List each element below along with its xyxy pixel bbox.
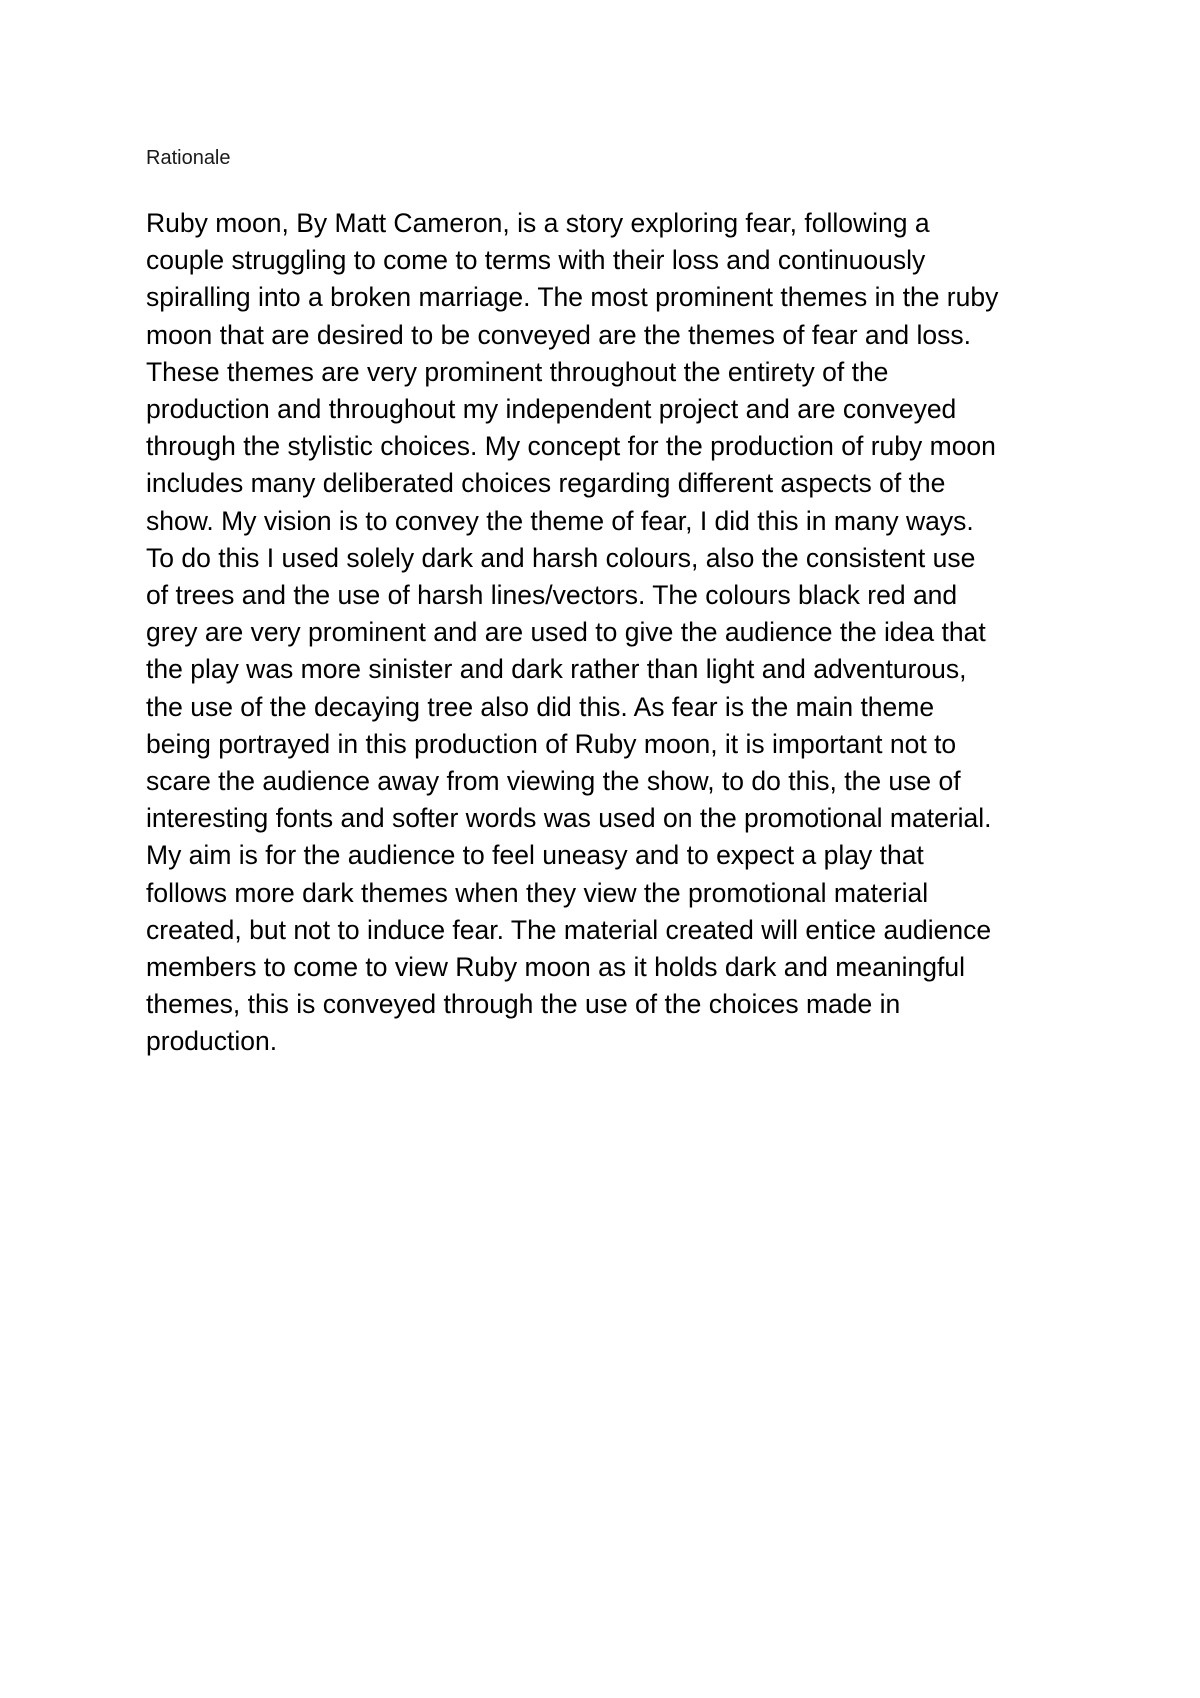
paragraph-line: themes, this is conveyed through the use of the choices made in xyxy=(146,989,901,1020)
paragraph-line: couple struggling to come to terms with their loss and continuously xyxy=(146,245,926,276)
paragraph-line: being portrayed in this production of Ruby moon, it is important not to xyxy=(146,728,957,759)
paragraph-line: of trees and the use of harsh lines/vectors. The colours black red and xyxy=(146,580,958,611)
paragraph-line: spiralling into a broken marriage. The most prominent themes in the ruby xyxy=(146,282,999,313)
paragraph-line: grey are very prominent and are used to give the audience the idea that xyxy=(146,617,986,648)
paragraph-line: created, but not to induce fear. The material created will entice audience xyxy=(146,914,992,945)
paragraph-line: production. xyxy=(146,1026,278,1057)
paragraph-line: the use of the decaying tree also did this. As fear is the main theme xyxy=(146,691,935,722)
paragraph-line: To do this I used solely dark and harsh colours, also the consistent use xyxy=(146,542,976,573)
paragraph-line: members to come to view Ruby moon as it holds dark and meaningful xyxy=(146,952,965,983)
paragraph-line: Ruby moon, By Matt Cameron, is a story exploring fear, following a xyxy=(146,208,930,238)
paragraph-line: show. My vision is to convey the theme of fear, I did this in many ways. xyxy=(146,505,974,536)
paragraph-line: follows more dark themes when they view the promotional material xyxy=(146,877,929,908)
paragraph-line: through the stylistic choices. My concept for the production of ruby moon xyxy=(146,431,996,462)
paragraph-line: production and throughout my independent project and are conveyed xyxy=(146,394,957,425)
paragraph-line: the play was more sinister and dark rather than light and adventurous, xyxy=(146,654,967,685)
paragraph-line: includes many deliberated choices regarding different aspects of the xyxy=(146,468,946,499)
paragraph-line: interesting fonts and softer words was used on the promotional material. xyxy=(146,803,992,834)
paragraph-line: These themes are very prominent throughout the entirety of the xyxy=(146,356,889,387)
document-heading: Rationale xyxy=(146,147,231,169)
paragraph-line: My aim is for the audience to feel uneasy and to expect a play that xyxy=(146,840,924,871)
paragraph-line: scare the audience away from viewing the show, to do this, the use of xyxy=(146,766,961,797)
body-paragraph xyxy=(146,205,1066,1061)
paragraph-line: moon that are desired to be conveyed are the themes of fear and loss. xyxy=(146,319,971,350)
